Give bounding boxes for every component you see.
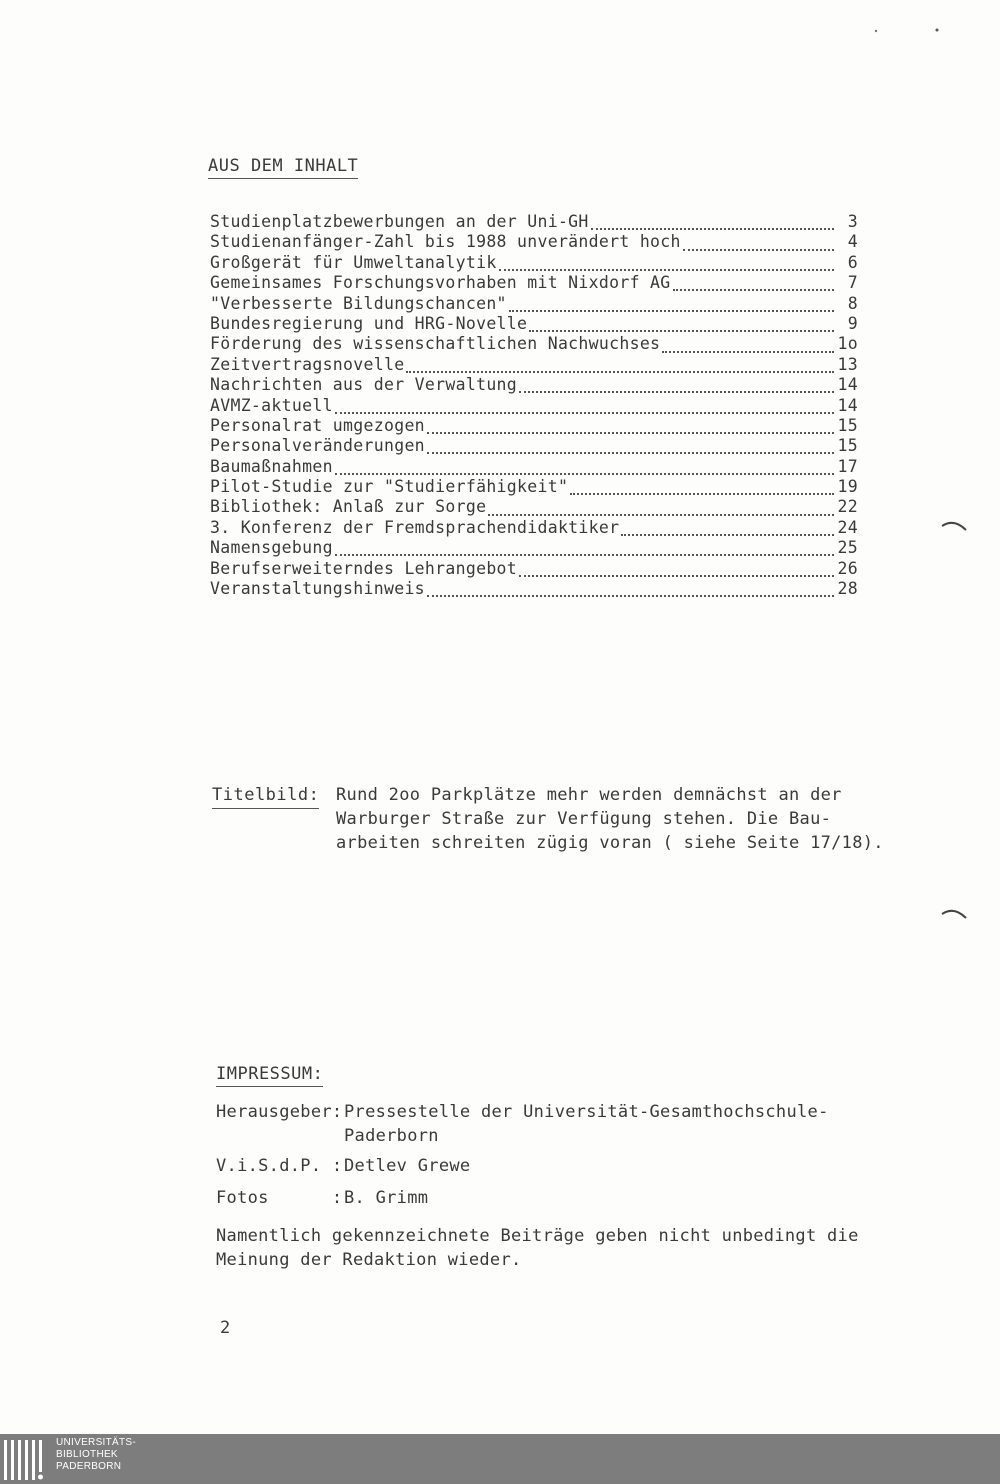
toc-leader-dots (509, 296, 834, 312)
toc-entry (210, 436, 858, 456)
toc-entry-title: Bibliothek: Anlaß zur Sorge (210, 497, 487, 517)
library-name-line: BIBLIOTHEK (56, 1449, 118, 1460)
toc-entry-title: 3. Konferenz der Fremdsprachendidaktiker (210, 517, 620, 537)
toc-entry-title: Berufserweiterndes Lehrangebot (210, 558, 518, 578)
toc-leader-dots (427, 581, 834, 597)
publisher-label: Herausgeber: (216, 1102, 343, 1122)
toc-entry-title: Personalrat umgezogen (210, 415, 425, 435)
caption-line: Rund 2oo Parkplätze mehr werden demnächst an der (336, 785, 842, 805)
toc-heading: AUS DEM INHALT (208, 156, 358, 179)
toc-entry-page: 15 (837, 415, 858, 435)
toc-entry-title: Zeitvertragsnovelle (210, 354, 405, 374)
note-line: Namentlich gekennzeichnete Beiträge geben nicht unbedingt die (216, 1226, 859, 1246)
impressum-photos (216, 1186, 428, 1210)
punch-hole-mark-bottom (938, 898, 968, 924)
library-logo-icon (2, 1436, 54, 1482)
impressum-note (216, 1224, 859, 1272)
toc-leader-dots (673, 275, 834, 291)
toc-entry (210, 294, 858, 314)
toc-leader-dots (519, 377, 834, 393)
toc-entry (210, 375, 858, 395)
toc-entry-page: 6 (847, 252, 858, 272)
impressum-publisher (216, 1100, 829, 1148)
toc-entry (210, 212, 858, 232)
toc-leader-dots (529, 316, 834, 332)
toc-entry (210, 355, 858, 375)
toc-leader-dots (683, 235, 834, 251)
toc-leader-dots (621, 520, 834, 536)
toc-entry (210, 457, 858, 477)
toc-entry (210, 273, 858, 293)
toc-entry (210, 232, 858, 252)
toc-entry-page: 24 (837, 517, 858, 537)
toc-entry-page: 3 (847, 212, 858, 231)
toc-entry-page: 25 (837, 538, 858, 558)
library-name-line: PADERBORN (56, 1461, 122, 1472)
punch-hole-mark-top (938, 510, 968, 536)
toc-leader-dots (488, 500, 834, 516)
toc-leader-dots (662, 337, 834, 353)
toc-entry-page: 22 (837, 497, 858, 517)
publisher-line: Paderborn (344, 1126, 439, 1146)
toc-leader-dots (335, 540, 834, 556)
toc-entry-page: 14 (837, 395, 858, 415)
toc-entry (210, 477, 858, 497)
publisher-value (344, 1100, 829, 1148)
library-footer-bar (0, 1434, 1000, 1484)
toc-leader-dots (427, 418, 834, 434)
toc-entry-page: 28 (837, 579, 858, 599)
publisher-line: Pressestelle der Universität-Gesamthochschule- (344, 1102, 829, 1122)
caption-text (336, 783, 896, 855)
toc-entry-title: Baumaßnahmen (210, 456, 333, 476)
toc-entry-title: Veranstaltungshinweis (210, 579, 425, 599)
toc-leader-dots (570, 479, 834, 495)
caption-label: Titelbild: (212, 785, 319, 809)
toc-leader-dots (591, 214, 834, 230)
toc-entry (210, 518, 858, 538)
visdp-value: Detlev Grewe (344, 1156, 471, 1176)
toc-leader-dots (335, 459, 834, 475)
library-name-line: UNIVERSITÄTS- (56, 1437, 137, 1448)
toc-leader-dots (519, 561, 834, 577)
visdp-label: V.i.S.d.P. : (216, 1156, 343, 1176)
toc-entry (210, 253, 858, 273)
toc-entry (210, 538, 858, 558)
toc-entry-title: Großgerät für Umweltanalytik (210, 252, 497, 272)
toc-entry-page: 1o (837, 334, 858, 354)
toc-entry-title: Personalveränderungen (210, 436, 425, 456)
toc-leader-dots (406, 357, 834, 373)
toc-entry-title: Nachrichten aus der Verwaltung (210, 375, 518, 395)
toc-entry (210, 559, 858, 579)
toc-entry (210, 416, 858, 436)
toc-entry (210, 497, 858, 517)
photos-label: Fotos : (216, 1188, 343, 1208)
library-name (56, 1437, 136, 1473)
impressum-heading: IMPRESSUM: (216, 1064, 323, 1087)
toc-entry (210, 396, 858, 416)
caption-line: Warburger Straße zur Verfügung stehen. Die Bau- (336, 809, 832, 829)
photos-value: B. Grimm (344, 1188, 429, 1208)
toc-entry (210, 579, 858, 599)
toc-entry-page: 17 (837, 456, 858, 476)
toc-entry-page: 13 (837, 354, 858, 374)
toc-entry-page: 26 (837, 558, 858, 578)
toc-leader-dots (427, 438, 834, 454)
caption-line: arbeiten schreiten zügig voran ( siehe Seite 17/18). (336, 833, 884, 853)
toc-entry-title: "Verbesserte Bildungschancen" (210, 293, 507, 313)
toc-entry-page: 7 (847, 273, 858, 293)
toc-entry-page: 14 (837, 375, 858, 395)
toc-entry-title: Förderung des wissenschaftlichen Nachwuchses (210, 334, 661, 354)
toc-entry-title: Studienanfänger-Zahl bis 1988 unverändert hoch (210, 232, 681, 252)
toc-entry-page: 19 (837, 477, 858, 497)
toc-entry (210, 334, 858, 354)
toc-entry-page: 15 (837, 436, 858, 456)
impressum-visdp (216, 1154, 470, 1178)
toc-leader-dots (335, 398, 834, 414)
toc-entry-page: 4 (847, 232, 858, 252)
toc-entry-page: 8 (847, 293, 858, 313)
table-of-contents (210, 212, 858, 599)
corner-specks (870, 24, 950, 38)
page-number: 2 (220, 1318, 231, 1338)
note-line: Meinung der Redaktion wieder. (216, 1250, 522, 1270)
toc-entry-title: Gemeinsames Forschungsvorhaben mit Nixdorf AG (210, 273, 671, 293)
toc-entry-title: Bundesregierung und HRG-Novelle (210, 313, 528, 333)
toc-leader-dots (499, 255, 834, 271)
toc-entry (210, 314, 858, 334)
toc-entry-page: 9 (847, 313, 858, 333)
toc-entry-title: Namensgebung (210, 538, 333, 558)
toc-entry-title: AVMZ-aktuell (210, 395, 333, 415)
toc-entry-title: Studienplatzbewerbungen an der Uni-GH (210, 212, 589, 231)
toc-entry-title: Pilot-Studie zur "Studierfähigkeit" (210, 477, 569, 497)
